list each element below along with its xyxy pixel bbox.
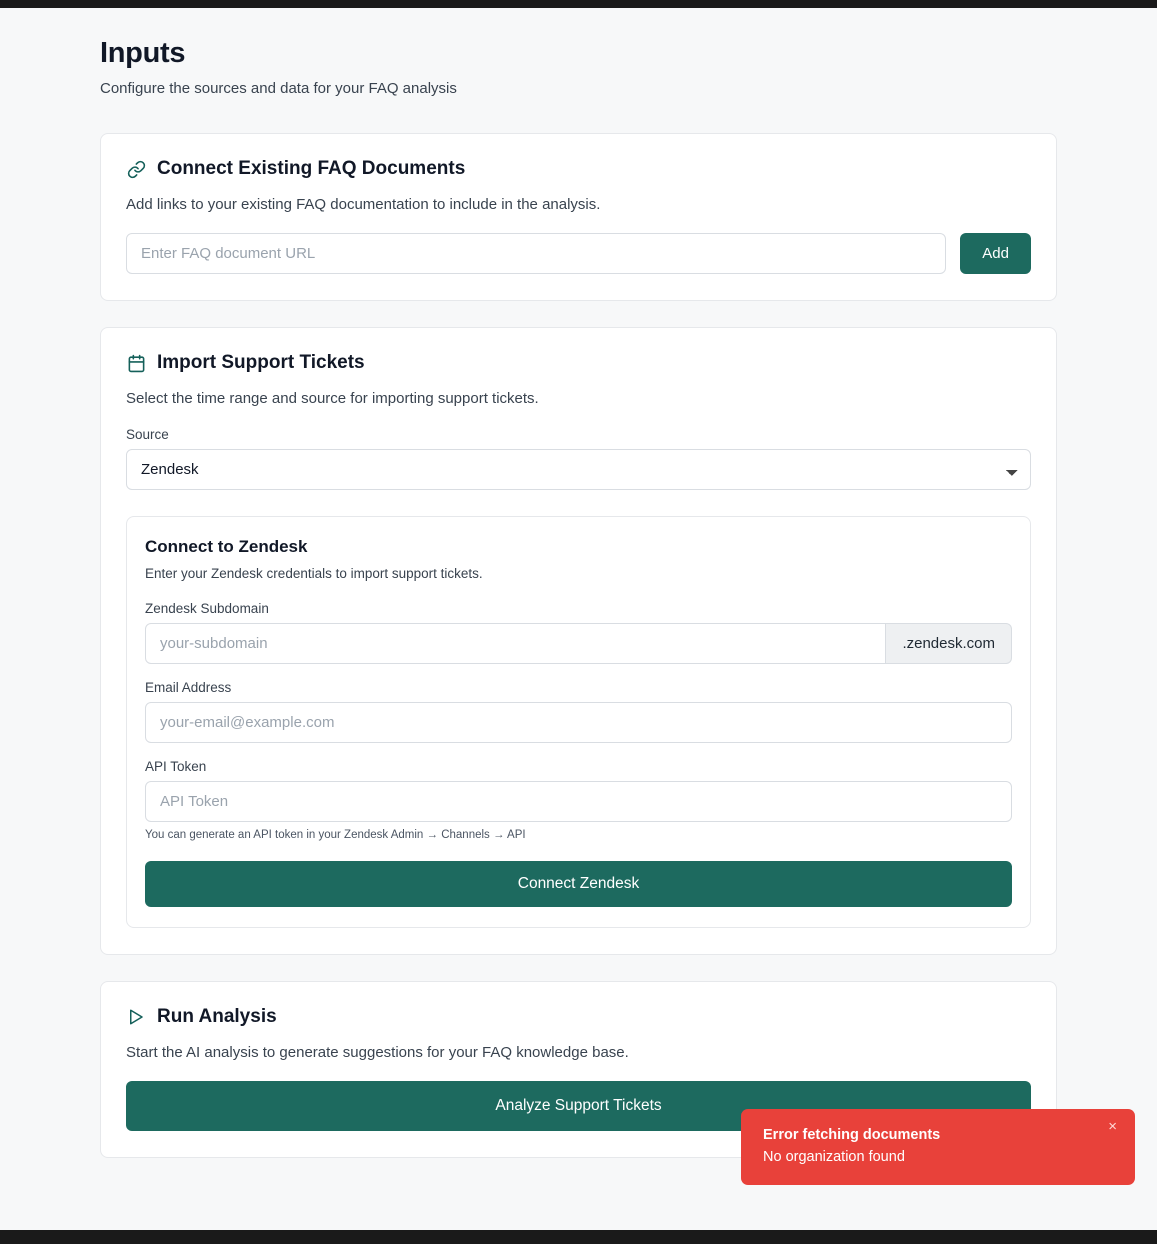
toast-title: Error fetching documents [763, 1127, 941, 1143]
page-body [0, 8, 1157, 1230]
calendar-icon [126, 353, 146, 373]
zendesk-subdomain-input[interactable] [145, 623, 886, 664]
import-support-tickets-card [100, 327, 1057, 955]
connect-faq-documents-title-row [126, 158, 1031, 180]
run-analysis-description: Start the AI analysis to generate suggestions for your FAQ knowledge base. [126, 1044, 629, 1061]
analyze-support-tickets-button[interactable]: Analyze Support Tickets [126, 1081, 1031, 1131]
zendesk-subdomain-label: Zendesk Subdomain [145, 601, 269, 616]
zendesk-email-label: Email Address [145, 680, 232, 695]
zendesk-domain-suffix: .zendesk.com [886, 623, 1012, 664]
content-container [0, 8, 1157, 1158]
zendesk-email-input[interactable] [145, 702, 1012, 743]
close-icon[interactable]: × [1102, 1118, 1123, 1135]
connect-faq-documents-title: Connect Existing FAQ Documents [157, 158, 466, 179]
source-select[interactable] [126, 449, 1031, 490]
play-icon [126, 1007, 146, 1027]
faq-url-row [126, 233, 1031, 274]
zendesk-api-token-field [145, 759, 1012, 841]
link-icon [126, 159, 146, 179]
import-support-tickets-description: Select the time range and source for importing support tickets. [126, 390, 539, 407]
toast-message: No organization found [763, 1149, 905, 1165]
zendesk-panel-title: Connect to Zendesk [145, 537, 308, 556]
zendesk-connect-panel [126, 516, 1031, 928]
zendesk-subdomain-field [145, 601, 1012, 664]
run-analysis-title-row [126, 1006, 1031, 1028]
window-bottom-bar [0, 1230, 1157, 1244]
run-analysis-title: Run Analysis [157, 1006, 277, 1027]
page-subtitle: Configure the sources and data for your FAQ analysis [100, 80, 457, 97]
connect-zendesk-button[interactable]: Connect Zendesk [145, 861, 1012, 907]
zendesk-api-token-hint: You can generate an API token in your Zendesk Admin → Channels → API [145, 829, 526, 841]
zendesk-subdomain-input-group [145, 623, 1012, 664]
error-toast [741, 1109, 1135, 1185]
connect-faq-documents-description: Add links to your existing FAQ documentation to include in the analysis. [126, 196, 601, 213]
connect-faq-documents-card [100, 133, 1057, 301]
faq-url-input[interactable] [126, 233, 946, 274]
source-label: Source [126, 427, 169, 442]
zendesk-email-field [145, 680, 1012, 743]
import-support-tickets-title-row [126, 352, 1031, 374]
page-title: Inputs [100, 37, 186, 69]
zendesk-api-token-label: API Token [145, 759, 207, 774]
add-faq-url-button[interactable]: Add [960, 233, 1031, 274]
window-top-bar [0, 0, 1157, 8]
zendesk-panel-description: Enter your Zendesk credentials to import support tickets. [145, 566, 483, 581]
zendesk-api-token-input[interactable] [145, 781, 1012, 822]
import-support-tickets-title: Import Support Tickets [157, 352, 365, 373]
